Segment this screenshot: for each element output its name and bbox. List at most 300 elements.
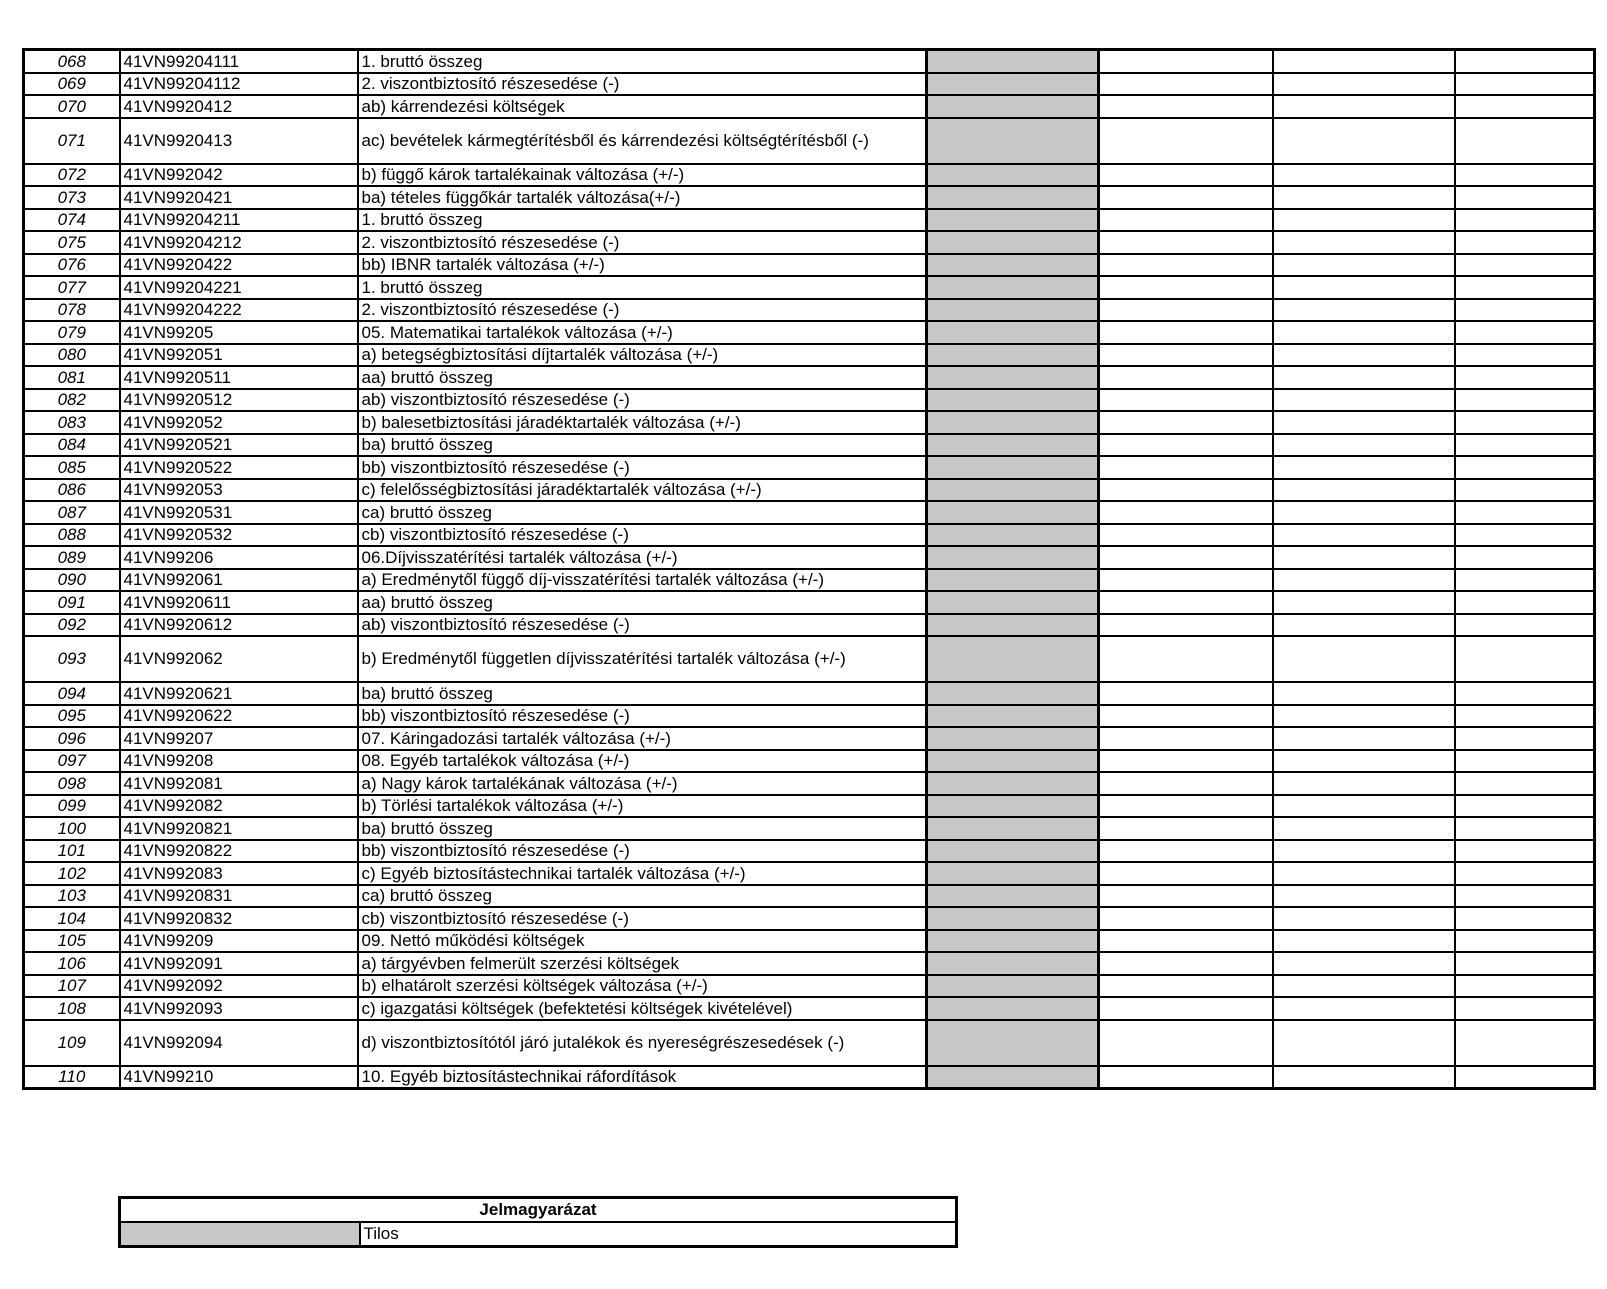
value-cell [1273,885,1455,908]
value-cell [1273,456,1455,479]
value-cell [1273,862,1455,885]
table-row [24,524,1595,547]
row-description: bb) viszontbiztosító részesedése (-) [358,840,927,863]
value-cell [1273,614,1455,637]
row-number: 078 [24,299,120,322]
row-code: 41VN99204112 [120,73,358,96]
forbidden-cell [927,411,1099,434]
row-description: aa) bruttó összeg [358,366,927,389]
table-row [24,682,1595,705]
row-number: 085 [24,456,120,479]
value-cell [1273,344,1455,367]
legend-swatch-forbidden [120,1222,360,1247]
value-cell [1099,73,1273,96]
value-cell [1455,276,1595,299]
row-description: 10. Egyéb biztosítástechnikai ráfordítások [358,1066,927,1089]
value-cell [1455,862,1595,885]
row-description: c) igazgatási költségek (befektetési költségek kivételével) [358,997,927,1020]
value-cell [1099,772,1273,795]
value-cell [1099,614,1273,637]
row-description: d) viszontbiztosítótól járó jutalékok és nyereségrészesedések (-) [358,1020,927,1066]
value-cell [1099,682,1273,705]
value-cell [1455,344,1595,367]
value-cell [1273,636,1455,682]
value-cell [1273,682,1455,705]
legend-label-forbidden: Tilos [360,1222,957,1247]
value-cell [1455,456,1595,479]
value-cell [1273,164,1455,187]
value-cell [1455,231,1595,254]
row-code: 41VN9920512 [120,389,358,412]
value-cell [1273,952,1455,975]
row-number: 072 [24,164,120,187]
row-number: 107 [24,975,120,998]
row-code: 41VN9920521 [120,434,358,457]
value-cell [1273,118,1455,164]
value-cell [1099,118,1273,164]
row-description: ac) bevételek kármegtérítésből és kárrendezési költségtérítésből (-) [358,118,927,164]
row-number: 084 [24,434,120,457]
row-description: ab) viszontbiztosító részesedése (-) [358,614,927,637]
row-code: 41VN9920413 [120,118,358,164]
row-code: 41VN9920532 [120,524,358,547]
value-cell [1099,276,1273,299]
value-cell [1455,997,1595,1020]
value-cell [1455,840,1595,863]
row-number: 087 [24,501,120,524]
value-cell [1273,772,1455,795]
table-row [24,299,1595,322]
value-cell [1273,254,1455,277]
row-code: 41VN992051 [120,344,358,367]
row-number: 071 [24,118,120,164]
value-cell [1455,569,1595,592]
value-cell [1455,817,1595,840]
row-code: 41VN9920832 [120,907,358,930]
value-cell [1099,95,1273,118]
row-code: 41VN99204111 [120,50,358,73]
value-cell [1273,524,1455,547]
row-description: bb) viszontbiztosító részesedése (-) [358,705,927,728]
forbidden-cell [927,907,1099,930]
row-description: a) betegségbiztosítási díjtartalék változása (+/-) [358,344,927,367]
row-description: 08. Egyéb tartalékok változása (+/-) [358,750,927,773]
forbidden-cell [927,321,1099,344]
value-cell [1099,524,1273,547]
value-cell [1273,231,1455,254]
value-cell [1273,434,1455,457]
value-cell [1455,1020,1595,1066]
value-cell [1099,434,1273,457]
row-number: 089 [24,546,120,569]
value-cell [1273,840,1455,863]
row-code: 41VN992052 [120,411,358,434]
value-cell [1455,366,1595,389]
table-row [24,840,1595,863]
value-cell [1099,366,1273,389]
row-code: 41VN99205 [120,321,358,344]
value-cell [1455,321,1595,344]
value-cell [1273,186,1455,209]
value-cell [1099,50,1273,73]
forbidden-cell [927,636,1099,682]
value-cell [1455,411,1595,434]
forbidden-cell [927,118,1099,164]
row-number: 108 [24,997,120,1020]
forbidden-cell [927,840,1099,863]
forbidden-cell [927,591,1099,614]
forbidden-cell [927,1066,1099,1089]
value-cell [1273,569,1455,592]
row-number: 080 [24,344,120,367]
table-row [24,411,1595,434]
row-description: a) Nagy károk tartalékának változása (+/-) [358,772,927,795]
table-body [24,50,1595,1089]
row-description: ba) bruttó összeg [358,682,927,705]
value-cell [1099,411,1273,434]
value-cell [1273,366,1455,389]
forbidden-cell [927,997,1099,1020]
forbidden-cell [927,795,1099,818]
row-number: 082 [24,389,120,412]
row-number: 097 [24,750,120,773]
table-row [24,366,1595,389]
row-description: c) felelősségbiztosítási járadéktartalék változása (+/-) [358,479,927,502]
forbidden-cell [927,366,1099,389]
table-row [24,750,1595,773]
row-number: 109 [24,1020,120,1066]
row-code: 41VN99210 [120,1066,358,1089]
value-cell [1273,930,1455,953]
row-number: 075 [24,231,120,254]
row-number: 100 [24,817,120,840]
value-cell [1455,727,1595,750]
row-description: c) Egyéb biztosítástechnikai tartalék változása (+/-) [358,862,927,885]
legend-table [118,1196,958,1248]
legend-row [120,1222,957,1247]
table-row [24,546,1595,569]
forbidden-cell [927,434,1099,457]
table-row [24,997,1595,1020]
row-number: 091 [24,591,120,614]
value-cell [1455,705,1595,728]
value-cell [1099,636,1273,682]
value-cell [1099,840,1273,863]
table-row [24,95,1595,118]
row-description: 06.Díjvisszatérítési tartalék változása (+/-) [358,546,927,569]
value-cell [1099,254,1273,277]
forbidden-cell [927,231,1099,254]
forbidden-cell [927,209,1099,232]
value-cell [1455,1066,1595,1089]
row-code: 41VN99207 [120,727,358,750]
row-code: 41VN99204211 [120,209,358,232]
row-number: 069 [24,73,120,96]
table-row [24,907,1595,930]
forbidden-cell [927,727,1099,750]
value-cell [1273,727,1455,750]
table-row [24,772,1595,795]
value-cell [1455,952,1595,975]
row-description: b) Eredménytől független díjvisszatérítési tartalék változása (+/-) [358,636,927,682]
row-code: 41VN9920621 [120,682,358,705]
row-number: 105 [24,930,120,953]
row-code: 41VN9920622 [120,705,358,728]
row-code: 41VN992042 [120,164,358,187]
row-code: 41VN992053 [120,479,358,502]
row-number: 090 [24,569,120,592]
value-cell [1099,930,1273,953]
value-cell [1099,862,1273,885]
table-row [24,479,1595,502]
row-description: cb) viszontbiztosító részesedése (-) [358,907,927,930]
value-cell [1273,411,1455,434]
value-cell [1099,209,1273,232]
row-number: 103 [24,885,120,908]
forbidden-cell [927,885,1099,908]
row-number: 081 [24,366,120,389]
row-code: 41VN9920522 [120,456,358,479]
forbidden-cell [927,930,1099,953]
value-cell [1273,501,1455,524]
value-cell [1099,546,1273,569]
forbidden-cell [927,95,1099,118]
table-row [24,975,1595,998]
forbidden-cell [927,501,1099,524]
value-cell [1273,997,1455,1020]
table-row [24,636,1595,682]
forbidden-cell [927,389,1099,412]
row-number: 083 [24,411,120,434]
row-number: 099 [24,795,120,818]
row-number: 073 [24,186,120,209]
row-code: 41VN99209 [120,930,358,953]
table-row [24,569,1595,592]
row-description: ba) bruttó összeg [358,817,927,840]
row-code: 41VN992081 [120,772,358,795]
row-code: 41VN992093 [120,997,358,1020]
table-row [24,73,1595,96]
forbidden-cell [927,952,1099,975]
value-cell [1099,389,1273,412]
row-number: 070 [24,95,120,118]
value-cell [1455,907,1595,930]
forbidden-cell [927,817,1099,840]
value-cell [1273,705,1455,728]
value-cell [1455,975,1595,998]
value-cell [1273,907,1455,930]
row-description: 1. bruttó összeg [358,209,927,232]
row-code: 41VN992082 [120,795,358,818]
table-row [24,434,1595,457]
value-cell [1099,705,1273,728]
table-row [24,795,1595,818]
value-cell [1099,885,1273,908]
value-cell [1455,930,1595,953]
row-code: 41VN992061 [120,569,358,592]
row-description: 07. Káringadozási tartalék változása (+/-) [358,727,927,750]
forbidden-cell [927,524,1099,547]
value-cell [1455,50,1595,73]
value-cell [1273,209,1455,232]
row-description: b) függő károk tartalékainak változása (+/-) [358,164,927,187]
table-row [24,817,1595,840]
row-code: 41VN992092 [120,975,358,998]
row-description: 2. viszontbiztosító részesedése (-) [358,299,927,322]
value-cell [1273,795,1455,818]
row-description: ca) bruttó összeg [358,501,927,524]
value-cell [1273,591,1455,614]
row-number: 088 [24,524,120,547]
row-code: 41VN9920831 [120,885,358,908]
row-description: 2. viszontbiztosító részesedése (-) [358,231,927,254]
legend-title: Jelmagyarázat [120,1198,957,1223]
value-cell [1455,501,1595,524]
row-description: 09. Nettó működési költségek [358,930,927,953]
row-code: 41VN992062 [120,636,358,682]
value-cell [1273,546,1455,569]
value-cell [1099,817,1273,840]
value-cell [1099,952,1273,975]
table-row [24,591,1595,614]
value-cell [1099,1020,1273,1066]
table-row [24,276,1595,299]
forbidden-cell [927,73,1099,96]
table-row [24,50,1595,73]
row-code: 41VN9920612 [120,614,358,637]
row-number: 102 [24,862,120,885]
row-description: ba) tételes függőkár tartalék változása(+/-) [358,186,927,209]
table-row [24,885,1595,908]
table-row [24,705,1595,728]
row-code: 41VN992094 [120,1020,358,1066]
value-cell [1273,50,1455,73]
forbidden-cell [927,344,1099,367]
forbidden-cell [927,479,1099,502]
row-number: 068 [24,50,120,73]
value-cell [1455,546,1595,569]
row-description: bb) viszontbiztosító részesedése (-) [358,456,927,479]
row-code: 41VN9920412 [120,95,358,118]
row-number: 079 [24,321,120,344]
value-cell [1455,299,1595,322]
value-cell [1099,907,1273,930]
value-cell [1099,591,1273,614]
forbidden-cell [927,975,1099,998]
value-cell [1099,479,1273,502]
forbidden-cell [927,569,1099,592]
value-cell [1455,591,1595,614]
value-cell [1099,164,1273,187]
row-description: 1. bruttó összeg [358,50,927,73]
value-cell [1273,1020,1455,1066]
value-cell [1455,434,1595,457]
value-cell [1273,817,1455,840]
value-cell [1099,727,1273,750]
table-row [24,727,1595,750]
row-code: 41VN992083 [120,862,358,885]
value-cell [1455,772,1595,795]
forbidden-cell [927,705,1099,728]
row-number: 093 [24,636,120,682]
table-row [24,118,1595,164]
table-row [24,254,1595,277]
table-row [24,231,1595,254]
row-code: 41VN9920511 [120,366,358,389]
value-cell [1455,614,1595,637]
row-code: 41VN99206 [120,546,358,569]
row-number: 077 [24,276,120,299]
forbidden-cell [927,772,1099,795]
value-cell [1273,299,1455,322]
row-code: 41VN99204212 [120,231,358,254]
data-table [22,48,1596,1090]
row-description: 05. Matematikai tartalékok változása (+/-) [358,321,927,344]
row-description: 2. viszontbiztosító részesedése (-) [358,73,927,96]
value-cell [1099,231,1273,254]
value-cell [1273,750,1455,773]
value-cell [1455,682,1595,705]
value-cell [1273,389,1455,412]
row-code: 41VN9920422 [120,254,358,277]
row-description: b) elhatárolt szerzési költségek változása (+/-) [358,975,927,998]
table-row [24,952,1595,975]
value-cell [1099,1066,1273,1089]
row-number: 110 [24,1066,120,1089]
forbidden-cell [927,276,1099,299]
row-description: a) tárgyévben felmerült szerzési költségek [358,952,927,975]
value-cell [1273,479,1455,502]
row-number: 106 [24,952,120,975]
row-code: 41VN9920531 [120,501,358,524]
table-row [24,930,1595,953]
forbidden-cell [927,456,1099,479]
row-description: a) Eredménytől függő díj-visszatérítési tartalék változása (+/-) [358,569,927,592]
value-cell [1455,209,1595,232]
value-cell [1455,885,1595,908]
forbidden-cell [927,186,1099,209]
row-code: 41VN992091 [120,952,358,975]
value-cell [1099,456,1273,479]
forbidden-cell [927,614,1099,637]
row-description: b) Törlési tartalékok változása (+/-) [358,795,927,818]
value-cell [1455,750,1595,773]
table-row [24,614,1595,637]
value-cell [1455,636,1595,682]
value-cell [1455,389,1595,412]
row-number: 094 [24,682,120,705]
row-description: ab) viszontbiztosító részesedése (-) [358,389,927,412]
table-row [24,344,1595,367]
table-row [24,862,1595,885]
value-cell [1273,975,1455,998]
value-cell [1455,479,1595,502]
forbidden-cell [927,682,1099,705]
row-code: 41VN9920421 [120,186,358,209]
value-cell [1099,501,1273,524]
value-cell [1455,254,1595,277]
forbidden-cell [927,1020,1099,1066]
table-row [24,501,1595,524]
table-row [24,1020,1595,1066]
value-cell [1099,997,1273,1020]
value-cell [1099,321,1273,344]
value-cell [1455,164,1595,187]
row-number: 074 [24,209,120,232]
value-cell [1099,186,1273,209]
value-cell [1455,118,1595,164]
table-row [24,456,1595,479]
